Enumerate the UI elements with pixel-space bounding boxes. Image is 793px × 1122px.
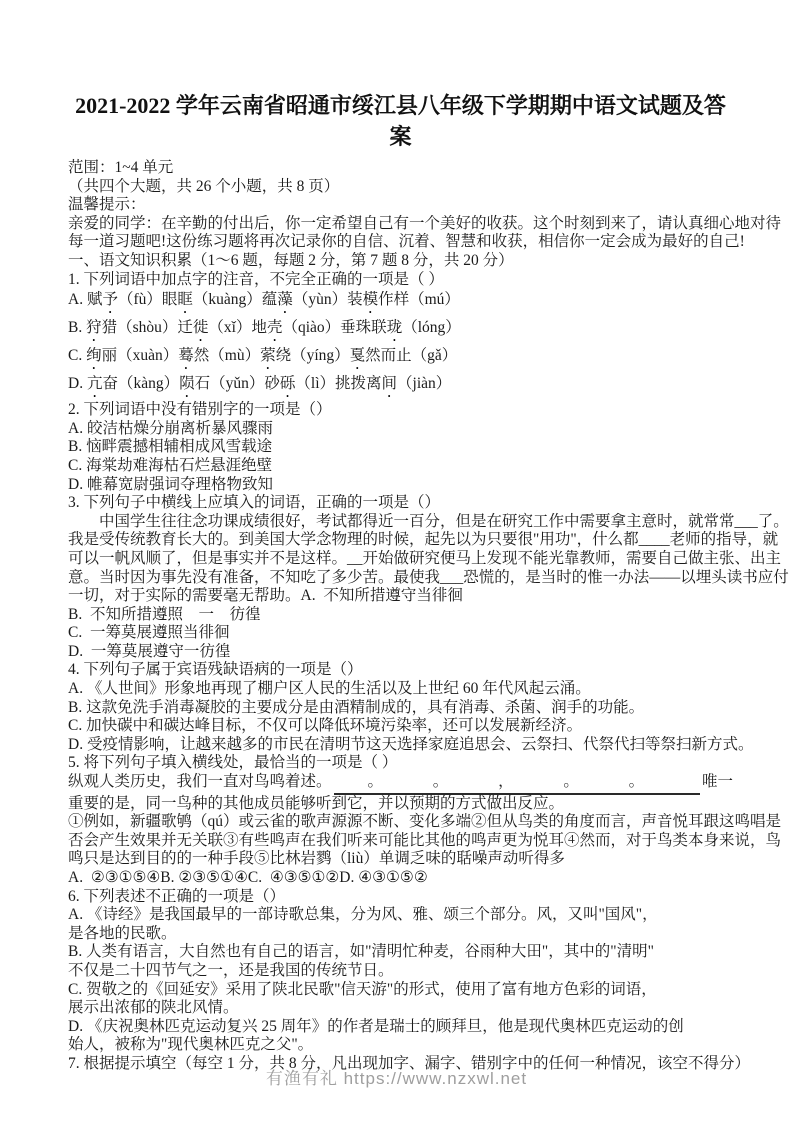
page-title: 2021-2022 学年云南省昭通市绥江县八年级下学期期中语文试题及答案 <box>75 93 726 149</box>
text-line: 亲爱的同学：在辛勤的付出后，你一定希望自己有一个美好的收获。这个时刻到来了，请认真细心地对待 <box>68 214 782 232</box>
blank-line-suffix: 唯一 <box>701 773 733 791</box>
footer-watermark: 有渔有礼 https://www.nzxwl.net <box>265 1069 528 1088</box>
text-line: B. 狩猎（shòu）迁徙（xǐ）地壳（qiào）垂珠联珑（lóng） <box>68 319 461 337</box>
text-line: C. 海棠劫难海枯石烂悬涯绝壁 <box>68 456 273 474</box>
text-line: 是各地的民歌。 <box>68 924 177 942</box>
text-line: 7. 根据提示填空（每空 1 分，共 8 分，凡出现加字、漏字、错别字中的任何一种情况，该空不得分） <box>68 1054 751 1072</box>
text-line: B. 恼畔震撼相辅相成风雪载途 <box>68 438 273 456</box>
text-line: 可以一帆风顺了，但是事实并不是这样。__开始做研究便马上发现不能光靠教师，需要自己做主张、出主 <box>68 549 782 567</box>
text-line: 2. 下列词语中没有错别字的一项是（） <box>68 401 332 419</box>
emphasized-character: 砾 <box>279 375 296 393</box>
text-line: ①例如，新疆歌鸲（qú）或云雀的歌声源源不断、变化多端②但从鸟类的角度而言，声音悦耳跟这鸣唱是 <box>68 813 782 831</box>
fill-blank-line <box>68 773 733 795</box>
text-line: 6. 下列表述不正确的一项是（） <box>68 887 286 905</box>
emphasized-character: 狩 <box>86 319 102 337</box>
emphasized-character: 予 <box>102 291 118 309</box>
text-line: B. 这款免洗手消毒凝胶的主要成分是由酒精制成的，具有消毒、杀菌、润手的功能。 <box>68 698 645 716</box>
text-line: 一、语文知识积累（1～6 题，每题 2 分，第 7 题 8 分，共 20 分） <box>68 251 514 269</box>
text-line: B. 人类有语言，大自然也有自己的语言，如"清明忙种麦，谷雨种大田"，其中的"清明" <box>68 943 654 961</box>
text-line: 5. 将下列句子填入横线处，最恰当的一项是（ ） <box>68 754 398 772</box>
text-line: D. 受疫情影响，让越来越多的市民在清明节这天选择家庭追思会、云祭扫、代祭代扫等祭扫新方式。 <box>68 735 754 753</box>
text-line: 每一道习题吧!这份练习题将再次记录你的自信、沉着、智慧和收获，相信你一定会成为最好的自己! <box>68 233 745 251</box>
emphasized-character: 蓦 <box>178 347 194 365</box>
text-line: C. 绚丽（xuàn）蓦然（mù）萦绕（yíng）戛然而止（gǎ） <box>68 347 458 365</box>
text-line: 4. 下列句子属于宾语残缺语病的一项是（） <box>68 661 363 679</box>
text-line: 温馨提示： <box>68 196 146 214</box>
text-line: C. 加快碳中和碳达峰目标，不仅可以降低环境污染率，还可以发展新经济。 <box>68 717 583 735</box>
emphasized-character: 模 <box>362 291 379 309</box>
text-line: D. 一筹莫展遵守一彷徨 <box>68 642 231 660</box>
blank-underline: 。 。 ， 。 。 <box>334 773 700 795</box>
text-line: A. 《诗经》是我国最早的一部诗歌总集，分为风、雅、颂三个部分。风，又叫"国风"， <box>68 906 658 924</box>
text-line: D. 亢奋（kàng）陨石（yǔn）砂砾（lì）挑拨离间（jiàn） <box>68 375 452 393</box>
text-line: 中国学生往往念功课成绩很好，考试都得近一百分，但是在研究工作中需要拿主意时，就常常___了。 <box>68 512 789 530</box>
text-line: C. 贺敬之的《回延安》采用了陕北民歌"信天游"的形式，使用了富有地方色彩的词语， <box>68 980 657 998</box>
emphasized-character: 间 <box>381 375 398 393</box>
emphasized-character: 绚 <box>86 347 102 365</box>
emphasized-character: 徙 <box>192 319 209 337</box>
blank-line-prefix: 纵观人类历史，我们一直对鸟鸣着述。 <box>68 773 332 791</box>
text-line: 我是受传统教育长大的。到美国大学念物理的时候，起先以为只要很"用功"，什么都____老师的指导，就 <box>68 531 779 549</box>
text-line: B. 不知所措遵照 一 彷徨 <box>68 605 261 623</box>
emphasized-character: 萦 <box>260 347 276 365</box>
text-line: C. 一筹莫展遵照当徘徊 <box>68 624 230 642</box>
document-lines <box>68 159 789 1074</box>
emphasized-character: 藻 <box>277 291 293 309</box>
text-line: A. 皎洁枯燥分崩离析暴风骤雨 <box>68 419 273 437</box>
text-line: 意。当时因为事先没有准备，不知吃了多少苦。最使我___恐慌的，是当时的惟一办法——以埋头读书应付 <box>68 568 789 586</box>
emphasized-character: 戛 <box>349 347 366 365</box>
text-line: 一切，对于实际的需要毫无帮助。A. 不知所措遵守当徘徊 <box>68 587 463 605</box>
text-line: 始人，被称为"现代奥林匹克之父"。 <box>68 1036 314 1054</box>
emphasized-character: 陨 <box>179 375 195 393</box>
text-line: D. 帷幕宽尉强词夺理格物致知 <box>68 475 273 493</box>
text-line: 否会产生效果并无关联③有些鸣声在我们听来可能比其他的鸣声更为悦耳④然而，对于鸟类本身来说，鸟 <box>68 831 782 849</box>
emphasized-character: 眶 <box>177 291 193 309</box>
text-line: 重要的是，同一鸟种的其他成员能够听到它，并以预期的方式做出反应。 <box>68 794 565 812</box>
text-line: 3. 下列句子中横线上应填入的词语，正确的一项是（） <box>68 494 441 512</box>
text-line: 不仅是二十四节气之一，还是我国的传统节日。 <box>68 961 394 979</box>
emphasized-character: 壳 <box>266 319 283 337</box>
text-line: D. 《庆祝奥林匹克运动复兴 25 周年》的作者是瑞士的顾拜旦，他是现代奥林匹克运动的创 <box>68 1017 684 1035</box>
emphasized-character: 亢 <box>86 375 103 393</box>
text-line: （共四个大题，共 26 个小题，共 8 页） <box>68 177 340 195</box>
text-line: A. 《人世间》形象地再现了棚户区人民的生活以及上世纪 60 年代风起云涌。 <box>68 680 591 698</box>
text-line: 展示出浓郁的陕北风情。 <box>68 999 239 1017</box>
text-line: 鸣只是达到目的的一种手段⑤比林岩鹨（liù）单调乏味的聒噪声动听得多 <box>68 850 565 868</box>
text-line: 1. 下列词语中加点字的注音，不完全正确的一项是（ ） <box>68 270 444 288</box>
text-line: A. 赋予（fù）眼眶（kuàng）蕴藻（yùn）装模作样（mú） <box>68 291 460 309</box>
text-line: A. ②③①⑤④B. ②③⑤①④C. ④③⑤①②D. ④③①⑤② <box>68 869 428 886</box>
text-line: 范围：1~4 单元 <box>68 159 174 176</box>
emphasized-character: 珑 <box>386 319 403 337</box>
